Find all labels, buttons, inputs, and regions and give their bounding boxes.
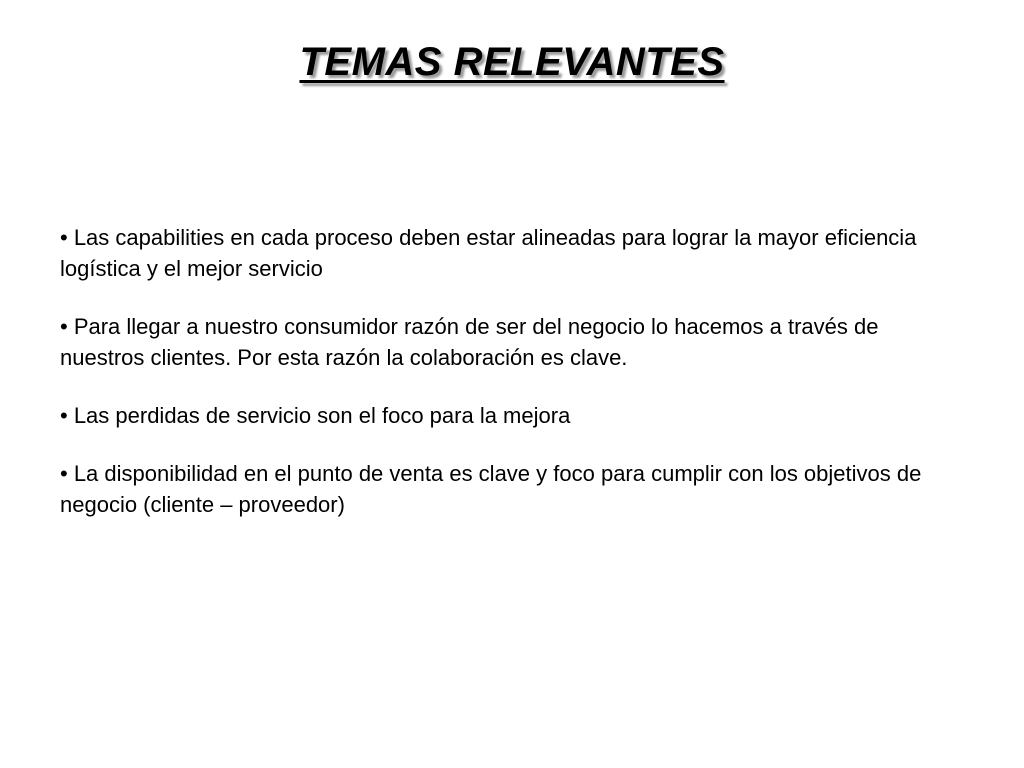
bullet-item: • La disponibilidad en el punto de venta es clave y foco para cumplir con los objetivos de negocio (cliente – proveedor) [60, 461, 922, 517]
slide-title: TEMAS RELEVANTES [299, 40, 725, 84]
bullet-item: • Las perdidas de servicio son el foco para la mejora [60, 403, 571, 428]
bullet-list [60, 222, 960, 520]
bullet-item: • Las capabilities en cada proceso deben estar alineadas para lograr la mayor eficiencia logística y el mejor servicio [60, 225, 917, 281]
bullet-item: • Para llegar a nuestro consumidor razón de ser del negocio lo hacemos a través de nuestros clientes. Por esta razón la colaboración es clave. [60, 314, 879, 370]
